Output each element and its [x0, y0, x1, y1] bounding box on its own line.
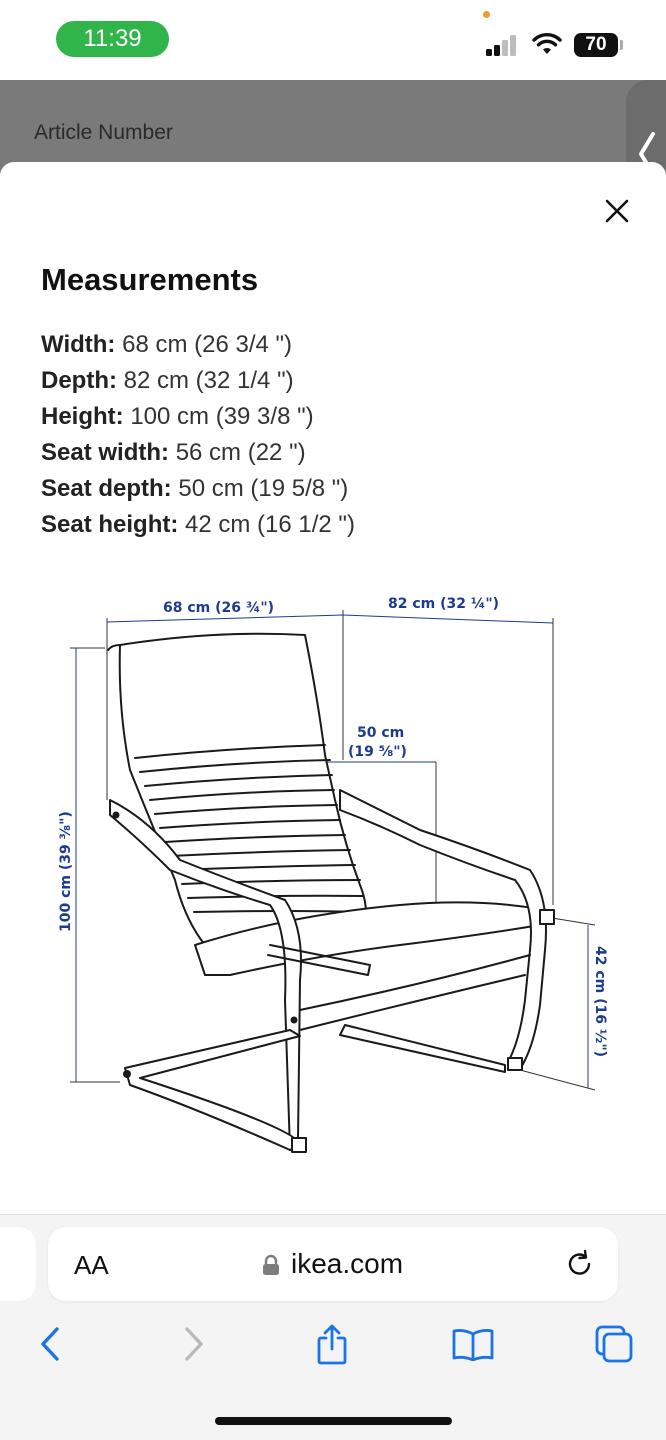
measurement-label: Seat height:: [41, 511, 179, 538]
measurement-label: Width:: [41, 331, 116, 358]
status-time[interactable]: 11:39: [56, 21, 169, 57]
text-size-button[interactable]: AA: [74, 1250, 109, 1280]
measurement-height: [41, 399, 355, 435]
chair-dimension-diagram: [0, 580, 666, 1180]
back-button[interactable]: [28, 1322, 72, 1366]
measurement-label: Depth:: [41, 367, 117, 394]
background-page-title: Article Number: [34, 121, 173, 144]
measurement-seat-width: [41, 435, 355, 471]
forward-icon: [182, 1326, 206, 1362]
measurement-value: 82 cm (32 1/4 "): [123, 367, 294, 394]
measurement-value: 42 cm (16 1/2 "): [185, 511, 355, 538]
share-button[interactable]: [310, 1322, 354, 1366]
seat-depth-label: 50 cm: [357, 725, 405, 741]
forward-button[interactable]: [172, 1322, 216, 1366]
privacy-indicator-dot: [483, 11, 490, 18]
battery-indicator: 70: [574, 33, 618, 57]
measurement-label: Seat depth:: [41, 475, 172, 502]
tabs-button[interactable]: [592, 1322, 636, 1366]
measurement-value: 50 cm (19 5/8 "): [178, 475, 349, 502]
seat-depth-label-inch: (19 ⅝"): [348, 744, 407, 760]
measurement-width: [41, 327, 355, 363]
measurement-seat-height: [41, 507, 355, 543]
measurement-depth: [41, 363, 355, 399]
chair-drawing: [108, 634, 554, 1152]
measurement-label: Seat width:: [41, 439, 170, 466]
back-icon: [38, 1326, 62, 1362]
depth-dimension-label: 82 cm (32 ¼"): [388, 596, 500, 612]
lock-icon: [262, 1254, 280, 1276]
width-dimension-label: 68 cm (26 ¾"): [163, 600, 275, 616]
measurement-value: 100 cm (39 3/8 "): [130, 403, 314, 430]
measurements-heading: Measurements: [41, 262, 259, 297]
tabs-icon: [594, 1324, 634, 1364]
measurement-value: 56 cm (22 "): [175, 439, 306, 466]
measurement-label: Height:: [41, 403, 124, 430]
measurement-value: 68 cm (26 3/4 "): [122, 331, 293, 358]
bookmarks-button[interactable]: [451, 1322, 495, 1366]
measurements-list: [41, 327, 355, 543]
url-text[interactable]: ikea.com: [291, 1248, 404, 1279]
share-icon: [314, 1323, 350, 1365]
status-bar: [0, 0, 666, 80]
wifi-icon: [532, 32, 562, 56]
seat-height-label: 42 cm (16 ½"): [592, 946, 608, 1058]
previous-tab-peek[interactable]: [0, 1227, 36, 1301]
reload-icon[interactable]: [565, 1249, 595, 1279]
close-icon[interactable]: [604, 198, 630, 224]
height-dimension-label: 100 cm (39 ⅜"): [58, 811, 74, 932]
cellular-signal-icon: [486, 34, 522, 56]
home-indicator[interactable]: [215, 1417, 452, 1425]
battery-tip: [620, 40, 623, 50]
measurement-seat-depth: [41, 471, 355, 507]
bookmarks-icon: [451, 1327, 495, 1361]
